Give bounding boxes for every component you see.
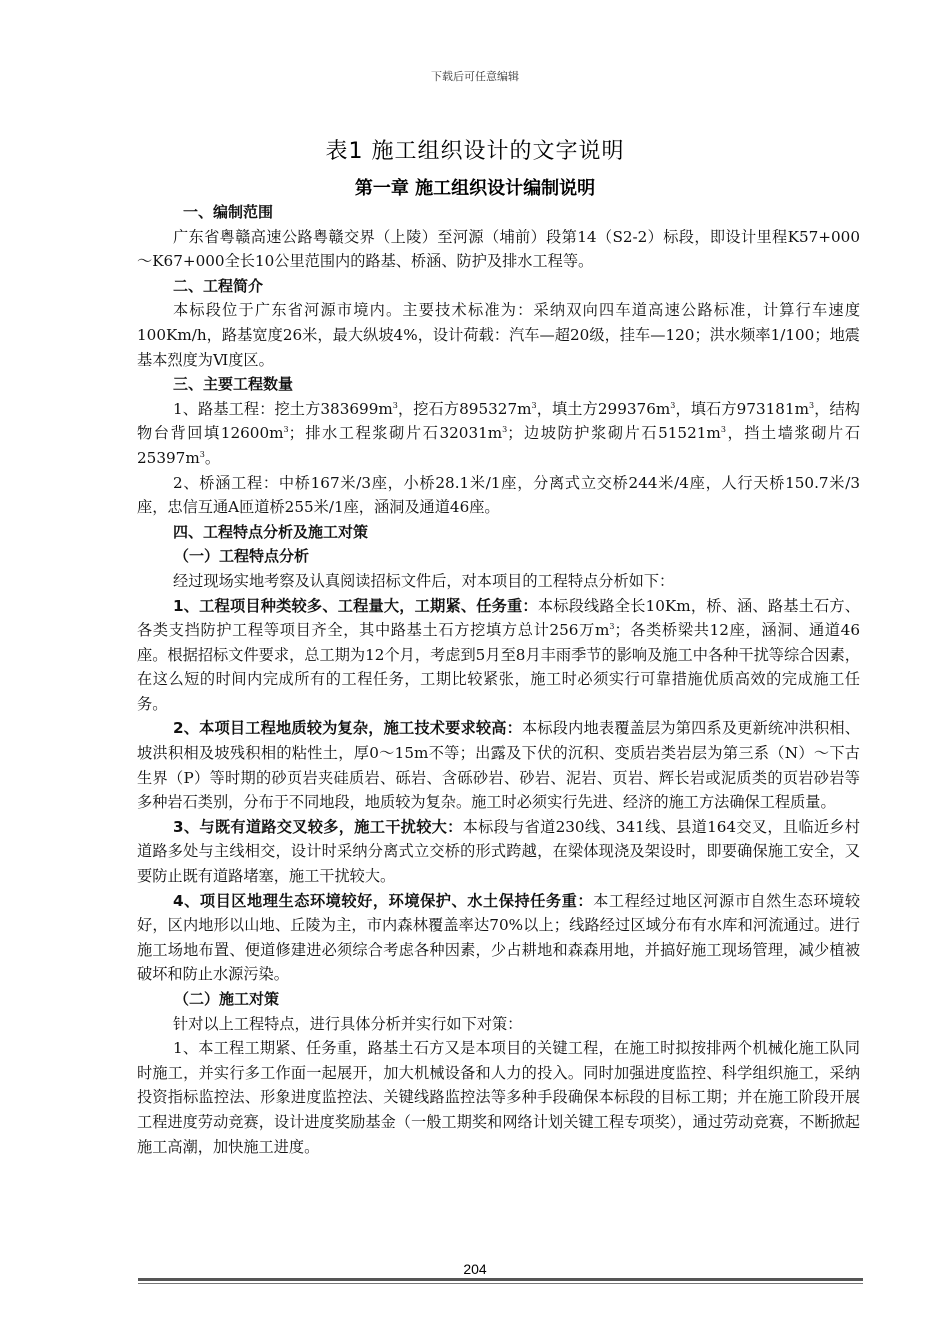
superscript: 3 [670, 400, 676, 410]
text-fragment: ，结构物台背回填12600m [137, 399, 860, 443]
superscript: 3 [609, 622, 615, 632]
text-fragment: ；排水工程浆砌片石32031m [288, 424, 503, 443]
superscript: 3 [809, 400, 815, 410]
text-fragment: ，填土方299376m [536, 399, 671, 418]
paragraph-bridge-quantities: 2、桥涵工程：中桥167米/3座，小桥28.1米/1座，分离式立交桥244米/4座，人行天桥150.7米/3座，忠信互通A匝道桥255米/1座，涵洞及通道46座。 [137, 473, 860, 517]
feature-item-title: 1、工程项目种类较多、工程量大，工期紧、任务重： [173, 596, 538, 615]
feature-item-text: ；各类桥梁共12座，涵洞、通道46座。根据招标文件要求，总工期为12个月，考虑到5月至8月丰雨季节的影响及施工中各种干扰等综合因素，在这么短的时间内完成所有的工程任务，工期比较紧张，施工时必须实行可靠措施优质高效的完成施工任务。 [137, 621, 860, 713]
measure-item-1: 1、本工程工期紧、任务重，路基土石方又是本项目的关键工程，在施工时拟按排两个机械化施工队同时施工，并实行多工作面一起展开，加大机械设备和人力的投入。同时加强进度监控、科学组织施工，采纳投资指标监控法、形象进度监控法、关键线路监控法等多种手段确保本标段的目标工期；并在施工阶段开展工程进度劳动竞赛，设计进度奖励基金（一般工期奖和网络计划关键工程专项奖），通过劳动竞赛，不断掀起施工高潮，加快施工进度。 [137, 1039, 860, 1156]
feature-item-text: 本工程经过地区河源市自然生态环境较好，区内地形以山地、丘陵为主，市内森林覆盖率达70%以上；线路经过区域分布有水库和河流通过。进行施工场地布置、便道修建进必须综合考虑各种因素，少占耕地和森森用地，并搞好施工现场管理，减少植被破坏和防止水源污染。 [137, 891, 861, 984]
page-number: 204 [463, 1261, 487, 1277]
document-body [137, 200, 860, 1159]
paragraph-overview: 本标段位于广东省河源市境内。主要技术标准为：采纳双向四车道高速公路标准，计算行车速度100Km/h，路基宽度26米，最大纵坡4%，设计荷载：汽车—超20级，挂车—120；洪水频率1/100；地震基本烈度为Ⅵ度区。 [137, 301, 860, 369]
section-heading-quantities: 三、主要工程数量 [173, 375, 294, 394]
feature-item-title: 2、本项目工程地质较为复杂，施工技术要求较高： [173, 719, 522, 738]
header-note: 下载后可任意编辑 [431, 70, 519, 83]
superscript: 3 [531, 400, 537, 410]
footer-rule [138, 1278, 863, 1281]
feature-item-1 [137, 594, 860, 717]
feature-item-4 [137, 889, 860, 987]
feature-item-text: 本标段内地表覆盖层为第四系及更新统冲洪积相、坡洪积相及坡残积相的粘性土，厚0～15m不等；出露及下伏的沉积、变质岩类岩层为第三系（N）～下古生界（P）等时期的砂页岩夹硅质岩、砾岩、含砾砂岩、砂岩、泥岩、页岩、辉长岩或泥质类的页岩砂岩等多种岩石类别，分布于不同地段，地质较为复杂。施工时必须实行先进、经济的施工方法确保工程质量。 [137, 719, 860, 812]
text-fragment: ，挖石方895327m [397, 399, 532, 418]
subsection-heading-features: （一）工程特点分析 [174, 547, 310, 566]
superscript: 3 [283, 425, 289, 435]
section-heading-overview: 二、工程简介 [173, 276, 264, 295]
feature-item-2 [137, 716, 860, 814]
text-fragment: ；边坡防护浆砌片石51521m [507, 424, 721, 443]
paragraph-features-intro: 经过现场实地考察及认真阅读招标文件后，对本项目的工程特点分析如下： [173, 571, 675, 590]
text-fragment: 。 [204, 448, 220, 467]
superscript: 3 [502, 425, 508, 435]
feature-item-text: 本标段线路全长10Km，桥、涵、路基土石方、各类支挡防护工程等项目齐全，其中路基土石方挖填方总计256万m [137, 596, 860, 640]
section-heading-analysis: 四、工程特点分析及施工对策 [173, 522, 369, 541]
feature-item-3 [137, 815, 860, 889]
document-title: 表1 施工组织设计的文字说明 [325, 139, 625, 164]
superscript: 3 [720, 425, 726, 435]
paragraph-roadbed-quantities [137, 397, 860, 471]
paragraph-measures-intro: 针对以上工程特点，进行具体分析并实行如下对策： [173, 1014, 523, 1033]
subsection-heading-measures: （二）施工对策 [174, 990, 280, 1008]
superscript: 3 [199, 449, 205, 459]
superscript: 3 [392, 400, 398, 410]
feature-item-text: 本标段与省道230线、341线、县道164交叉，且临近乡村道路多处与主线相交，设计时采纳分离式立交桥的形式跨越，在梁体现浇及架设时，即要确保施工安全，又要防止既有道路堵塞，施工干扰较大。 [137, 817, 860, 886]
paragraph-scope: 广东省粤赣高速公路粤赣交界（上陵）至河源（埔前）段第14（S2-2）标段，即设计里程K57+000～K67+000全长10公里范围内的路基、桥涵、防护及排水工程等。 [137, 227, 860, 271]
feature-item-title: 3、与既有道路交叉较多，施工干扰较大： [173, 817, 463, 836]
text-fragment: ，填石方973181m [675, 399, 810, 418]
footer-rule-thin [138, 1283, 863, 1284]
feature-item-title: 4、项目区地理生态环境较好，环境保护、水土保持任务重： [173, 891, 594, 910]
chapter-title: 第一章 施工组织设计编制说明 [354, 178, 596, 199]
text-fragment: 1、路基工程：挖土方383699m [173, 399, 393, 418]
text-fragment: ，挡土墙浆砌片石25397m [137, 424, 861, 467]
section-heading-scope: 一、编制范围 [183, 203, 274, 221]
